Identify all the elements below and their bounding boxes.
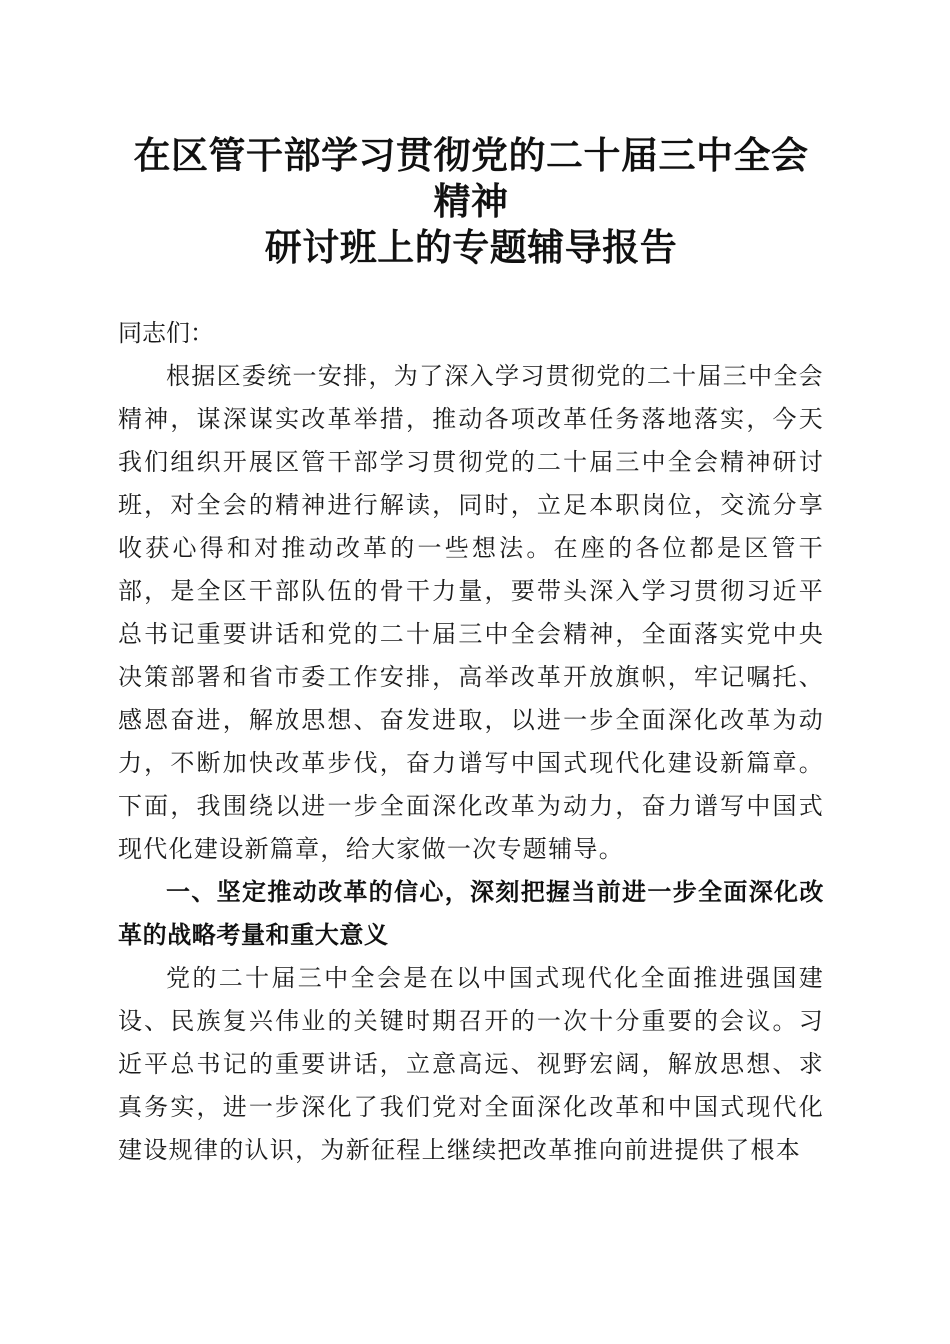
document-page — [118, 132, 824, 1172]
salutation: 同志们： — [118, 319, 214, 347]
body-paragraph-1: 根据区委统一安排，为了深入学习贯彻党的二十届三中全会精神，谋深谋实改革举措，推动各项改革任务落地落实，今天我们组织开展区管干部学习贯彻党的二十届三中全会精神研讨班，对全会的精神进行解读，同时，立足本职岗位，交流分享收获心得和对推动改革的一些想法。在座的各位都是区管干部，是全区干部队伍的骨干力量，要带头深入学习贯彻习近平总书记重要讲话和党的二十届三中全会精神，全面落实党中央决策部署和省市委工作安排，高举改革开放旗帜，牢记嘱托、感恩奋进，解放思想、奋发进取，以进一步全面深化改革为动力，不断加快改革步伐，奋力谱写中国式现代化建设新篇章。下面，我围绕以进一步全面深化改革为动力，奋力谱写中国式现代化建设新篇章，给大家做一次专题辅导。 — [118, 362, 824, 863]
title-line-2: 研讨班上的专题辅导报告 — [264, 225, 678, 269]
section-heading-1: 一、坚定推动改革的信心，深刻把握当前进一步全面深化改革的战略考量和重大意义 — [118, 878, 824, 949]
title-line-1: 在区管干部学习贯彻党的二十届三中全会精神 — [133, 133, 809, 223]
document-title — [118, 132, 824, 270]
body-paragraph-2: 党的二十届三中全会是在以中国式现代化全面推进强国建设、民族复兴伟业的关键时期召开的一次十分重要的会议。习近平总书记的重要讲话，立意高远、视野宏阔，解放思想、求真务实，进一步深化了我们党对全面深化改革和中国式现代化建设规律的认识，为新征程上继续把改革推向前进提供了根本 — [118, 964, 824, 1164]
